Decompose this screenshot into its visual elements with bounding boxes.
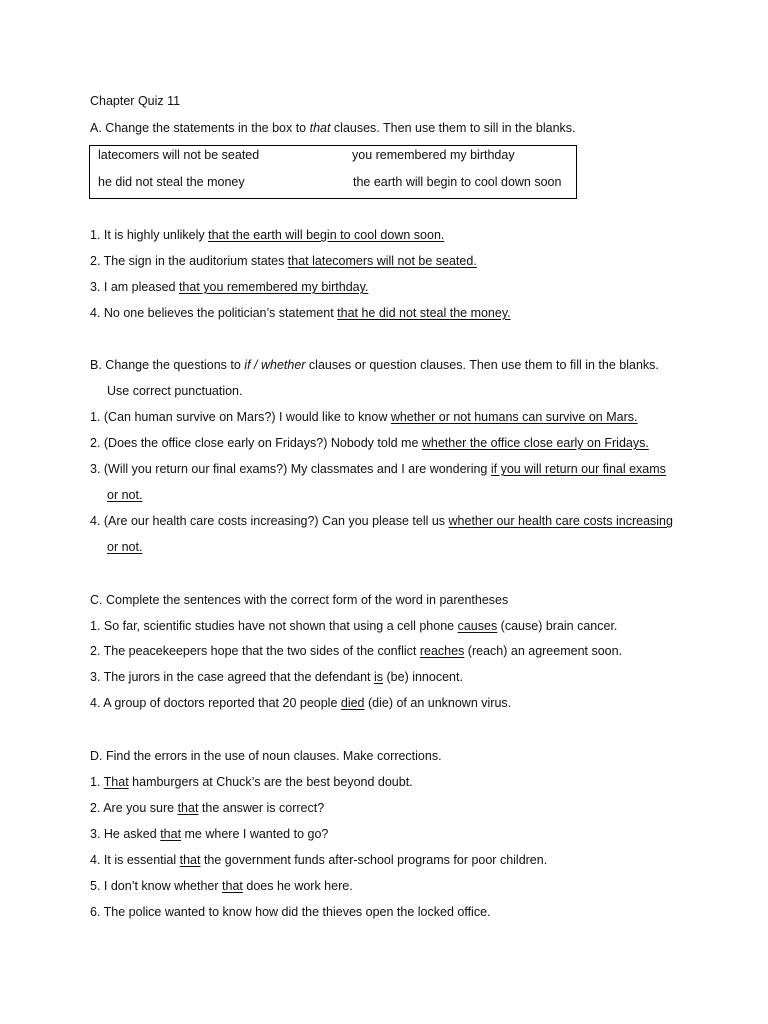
question-d4 bbox=[90, 852, 547, 868]
question-a1 bbox=[90, 227, 444, 243]
section-a-instruction bbox=[90, 120, 576, 136]
question-a4 bbox=[90, 305, 511, 321]
answer-text: that bbox=[160, 827, 182, 841]
question-c3 bbox=[90, 669, 463, 685]
question-c2 bbox=[90, 643, 622, 659]
section-a-label: A. bbox=[90, 121, 102, 135]
answer-text: reaches bbox=[419, 644, 465, 658]
question-text: 6. The police wanted to know how did the thieves open the locked office. bbox=[90, 905, 491, 919]
answer-text: that latecomers will not be seated. bbox=[287, 254, 477, 268]
question-d5 bbox=[90, 878, 353, 894]
question-text: 4. (Are our health care costs increasing?) Can you please tell us bbox=[90, 514, 449, 528]
question-text: 4. No one believes the politician’s statement bbox=[90, 306, 338, 320]
answer-text: that bbox=[177, 801, 199, 815]
answer-text: or not. bbox=[107, 488, 143, 502]
question-text: 3. (Will you return our final exams?) My classmates and I are wondering bbox=[90, 462, 491, 476]
instruction-text: clauses or question clauses. Then use them to fill in the blanks. bbox=[305, 358, 659, 372]
question-text: me where I wanted to go? bbox=[181, 827, 329, 841]
question-text: does he work here. bbox=[242, 879, 353, 893]
page-title: Chapter Quiz 11 bbox=[90, 94, 181, 108]
question-text: 1. bbox=[90, 775, 104, 789]
answer-text: if you will return our final exams bbox=[490, 462, 666, 476]
answer-text: that the earth will begin to cool down soon. bbox=[208, 228, 445, 242]
answer-text: whether the office close early on Fridays. bbox=[421, 436, 649, 450]
question-d2 bbox=[90, 800, 324, 816]
question-text: 3. He asked bbox=[90, 827, 161, 841]
answer-text: That bbox=[103, 775, 129, 789]
answer-text: whether our health care costs increasing bbox=[448, 514, 673, 528]
section-d-instruction: D. Find the errors in the use of noun clauses. Make corrections. bbox=[90, 749, 442, 763]
answer-text: died bbox=[340, 696, 365, 710]
question-b2 bbox=[90, 435, 649, 451]
question-text: 2. Are you sure bbox=[90, 801, 178, 815]
question-text: (cause) brain cancer. bbox=[497, 619, 618, 633]
question-b3 bbox=[90, 461, 666, 477]
question-text: (be) innocent. bbox=[383, 670, 463, 684]
question-text: (die) of an unknown virus. bbox=[364, 696, 512, 710]
question-b3-continued bbox=[107, 487, 142, 503]
answer-text: whether or not humans can survive on Mars. bbox=[390, 410, 638, 424]
section-b-instruction-line2: Use correct punctuation. bbox=[107, 384, 243, 398]
instruction-text: Change the statements in the box to bbox=[105, 121, 310, 135]
answer-text: that he did not steal the money. bbox=[337, 306, 511, 320]
box-statement: latecomers will not be seated bbox=[98, 148, 260, 162]
answer-text: or not. bbox=[107, 540, 143, 554]
box-statement: the earth will begin to cool down soon bbox=[353, 175, 562, 189]
question-text: 5. I don’t know whether bbox=[90, 879, 223, 893]
answer-text: that bbox=[179, 853, 201, 867]
question-d1 bbox=[90, 774, 413, 790]
question-text: hamburgers at Chuck’s are the best beyond doubt. bbox=[128, 775, 413, 789]
question-text: 3. The jurors in the case agreed that the defendant bbox=[90, 670, 374, 684]
instruction-text: Change the questions to bbox=[105, 358, 245, 372]
question-text: 2. The sign in the auditorium states bbox=[90, 254, 288, 268]
question-text: (reach) an agreement soon. bbox=[464, 644, 623, 658]
question-b1 bbox=[90, 409, 637, 425]
question-b4 bbox=[90, 513, 673, 529]
instruction-italic: that bbox=[309, 121, 331, 135]
section-b-instruction bbox=[90, 357, 659, 373]
question-text: 4. It is essential bbox=[90, 853, 180, 867]
question-d6 bbox=[90, 904, 491, 920]
answer-text: that you remembered my birthday. bbox=[178, 280, 369, 294]
section-c-instruction: C. Complete the sentences with the correct form of the word in parentheses bbox=[90, 593, 509, 607]
instruction-italic: if / whether bbox=[244, 358, 306, 372]
section-b-label: B. bbox=[90, 358, 102, 372]
answer-text: is bbox=[374, 670, 384, 684]
box-statement: he did not steal the money bbox=[98, 175, 245, 189]
question-a3 bbox=[90, 279, 368, 295]
question-text: 2. The peacekeepers hope that the two sides of the conflict bbox=[90, 644, 420, 658]
question-text: 1. It is highly unlikely bbox=[90, 228, 209, 242]
question-text: the government funds after-school programs for poor children. bbox=[200, 853, 548, 867]
question-text: 1. So far, scientific studies have not shown that using a cell phone bbox=[90, 619, 458, 633]
question-text: the answer is correct? bbox=[198, 801, 325, 815]
question-text: 1. (Can human survive on Mars?) I would like to know bbox=[90, 410, 391, 424]
question-c4 bbox=[90, 695, 511, 711]
statement-box bbox=[89, 145, 577, 199]
question-c1 bbox=[90, 618, 617, 634]
question-a2 bbox=[90, 253, 477, 269]
question-b4-continued bbox=[107, 539, 142, 555]
question-text: 2. (Does the office close early on Fridays?) Nobody told me bbox=[90, 436, 422, 450]
box-statement: you remembered my birthday bbox=[352, 148, 515, 162]
question-d3 bbox=[90, 826, 328, 842]
answer-text: that bbox=[222, 879, 243, 893]
question-text: 4. A group of doctors reported that 20 people bbox=[90, 696, 341, 710]
instruction-text: clauses. Then use them to sill in the blanks. bbox=[330, 121, 576, 135]
answer-text: causes bbox=[457, 619, 498, 633]
question-text: 3. I am pleased bbox=[90, 280, 179, 294]
